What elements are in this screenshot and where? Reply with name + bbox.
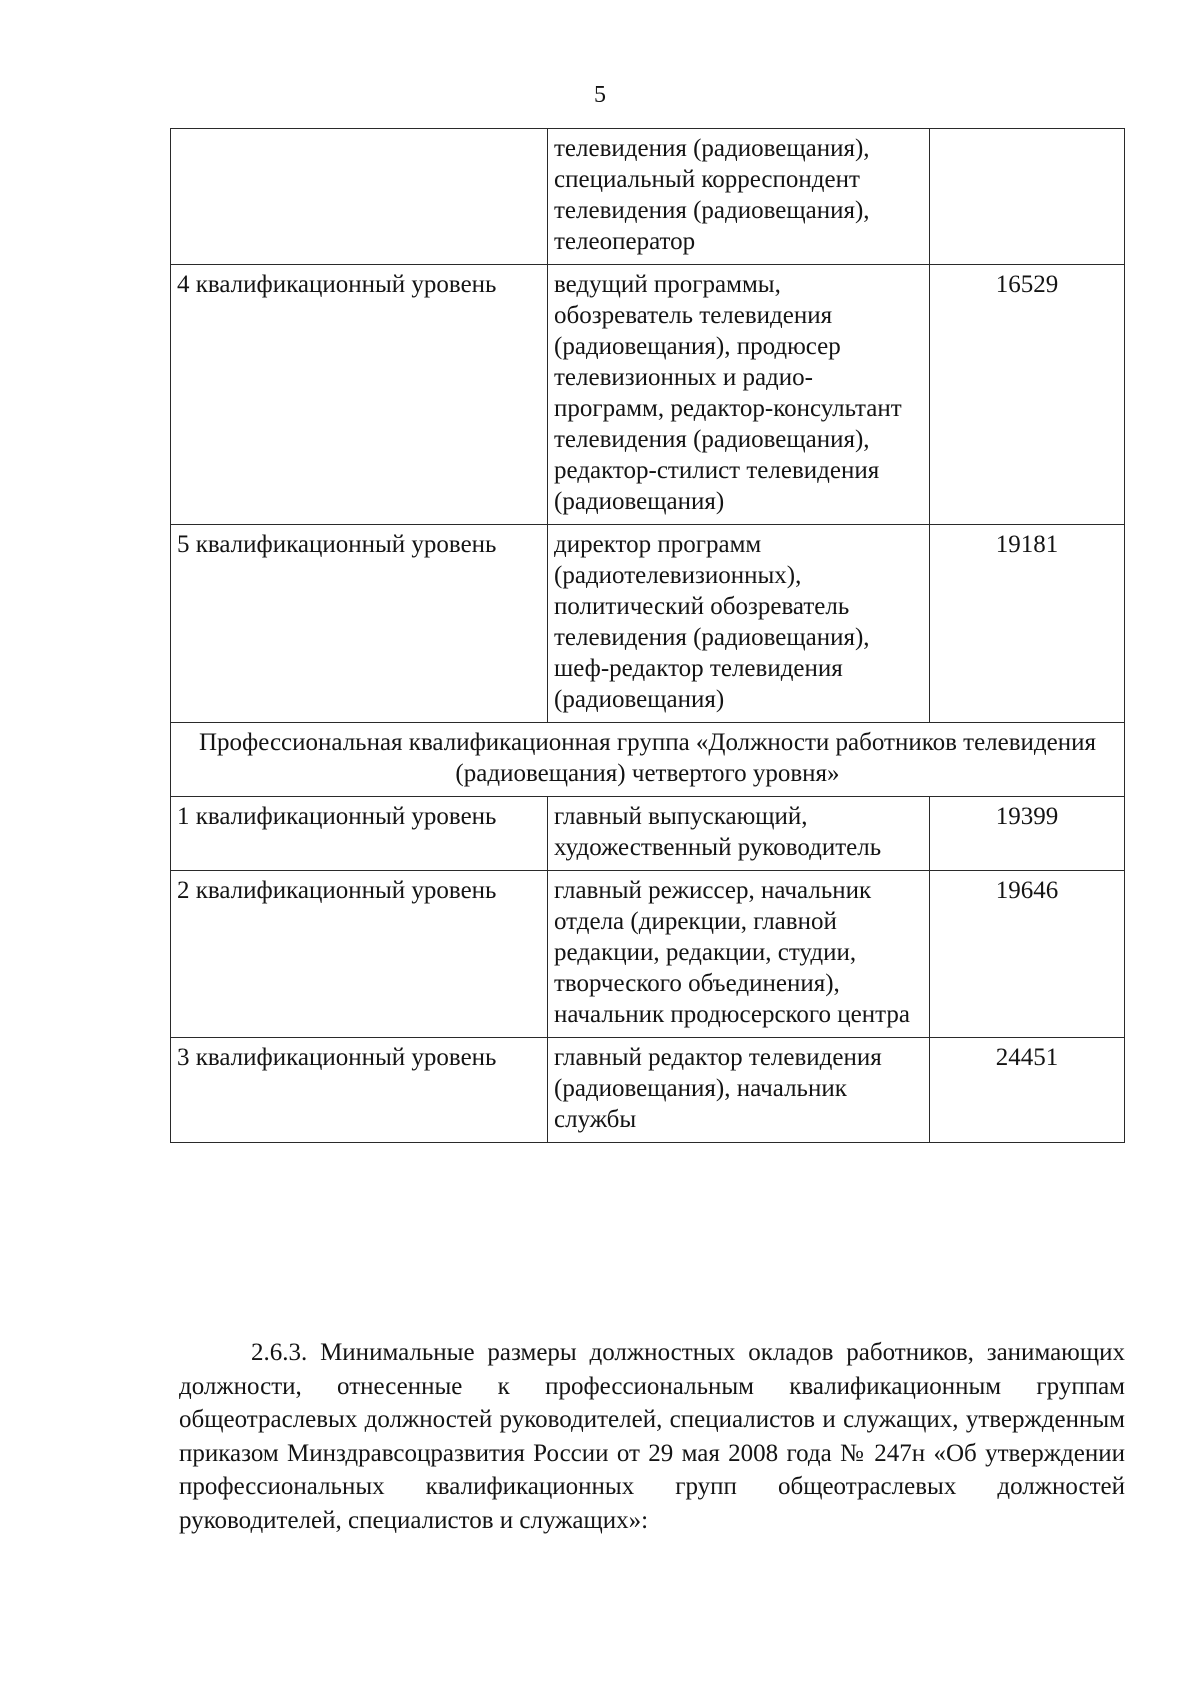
salary-cell: 19646	[930, 871, 1125, 1038]
table-row	[171, 871, 1125, 1038]
salary-cell: 19399	[930, 797, 1125, 871]
salary-cell: 16529	[930, 265, 1125, 525]
positions-cell: главный редактор телевидения (радиовещания), начальник службы	[548, 1038, 930, 1143]
qualification-table	[170, 128, 1125, 1143]
group-header-row	[171, 723, 1125, 797]
positions-cell: главный выпускающий, художественный руководитель	[548, 797, 930, 871]
table-row	[171, 129, 1125, 265]
positions-cell: ведущий программы, обозреватель телевидения (радиовещания), продюсер телевизионных и радио-программ, редактор-консультант телевидения (радиовещания), редактор-стилист телевидения (радиовещания)	[548, 265, 930, 525]
level-cell: 2 квалификационный уровень	[171, 871, 548, 1038]
table-row	[171, 525, 1125, 723]
page-number: 5	[594, 82, 606, 108]
salary-cell: 19181	[930, 525, 1125, 723]
level-cell	[171, 129, 548, 265]
salary-cell	[930, 129, 1125, 265]
table-row	[171, 265, 1125, 525]
level-cell: 1 квалификационный уровень	[171, 797, 548, 871]
positions-cell: телевидения (радиовещания), специальный корреспондент телевидения (радиовещания), телеоператор	[548, 129, 930, 265]
positions-cell: директор программ (радиотелевизионных), политический обозреватель телевидения (радиовещания), шеф-редактор телевидения (радиовещания)	[548, 525, 930, 723]
body-paragraph: 2.6.3. Минимальные размеры должностных окладов работников, занимающих должности, отнесенные к профессиональным квалификационным группам общеотраслевых должностей руководителей, специалистов и служащих, утвержденным приказом Минздравсоцразвития России от 29 мая 2008 года № 247н «Об утверждении профессиональных квалификационных групп общеотраслевых должностей руководителей, специалистов и служащих»:	[179, 1339, 1125, 1534]
table-row	[171, 1038, 1125, 1143]
level-cell: 3 квалификационный уровень	[171, 1038, 548, 1143]
level-cell: 5 квалификационный уровень	[171, 525, 548, 723]
group-header: Профессиональная квалификационная группа «Должности работников телевидения (радиовещания) четвертого уровня»	[171, 723, 1125, 797]
positions-cell: главный режиссер, начальник отдела (дирекции, главной редакции, редакции, студии, творческого объединения), начальник продюсерского центра	[548, 871, 930, 1038]
table-row	[171, 797, 1125, 871]
level-cell: 4 квалификационный уровень	[171, 265, 548, 525]
salary-cell: 24451	[930, 1038, 1125, 1143]
